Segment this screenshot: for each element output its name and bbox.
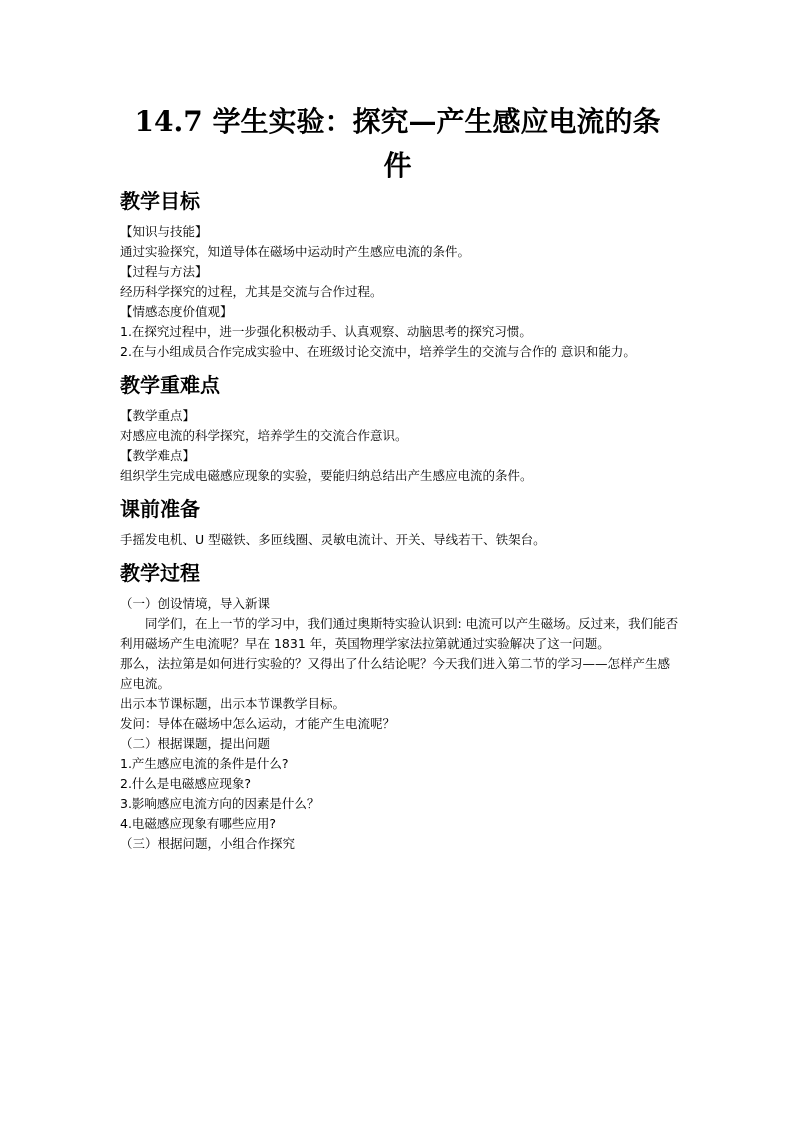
list-item: 1.产生感应电流的条件是什么? — [120, 756, 289, 771]
paragraph: 出示本节课标题，出示本节课教学目标。 — [120, 696, 346, 711]
list-item: 2.在与小组成员合作完成实验中、在班级讨论交流中，培养学生的交流与合作的 意识和能力。 — [120, 344, 636, 359]
subheading-method: 【过程与方法】 — [120, 264, 208, 279]
subheading-difficult: 【教学难点】 — [120, 448, 196, 463]
title-line-1: 14.7 学生实验：探究—产生感应电流的条 — [134, 105, 661, 138]
section-objectives — [120, 186, 680, 362]
list-item: 1.在探究过程中，进一步强化积极动手、认真观察、动脑思考的探究习惯。 — [120, 324, 532, 339]
paragraph: 对感应电流的科学探究，培养学生的交流合作意识。 — [120, 428, 408, 443]
step-heading: （二）根据课题，提出问题 — [120, 736, 271, 751]
title-line-2: 件 — [383, 149, 412, 182]
list-item: 2.什么是电磁感应现象? — [120, 776, 252, 791]
subheading-knowledge: 【知识与技能】 — [120, 224, 208, 239]
paragraph: 那么，法拉第是如何进行实验的？又得出了什么结论呢？今天我们进入第二节的学习——怎样产生感应电流。 — [120, 656, 671, 691]
subheading-attitude: 【情感态度价值观】 — [120, 304, 233, 319]
section-heading-preparation: 课前准备 — [120, 497, 200, 521]
section-preparation — [120, 494, 680, 550]
section-heading-objectives: 教学目标 — [120, 189, 200, 213]
step-heading: （三）根据问题，小组合作探究 — [120, 836, 296, 851]
list-item: 3.影响感应电流方向的因素是什么？ — [120, 796, 320, 811]
section-process — [120, 558, 680, 854]
paragraph: 发问：导体在磁场中怎么运动，才能产生电流呢？ — [120, 716, 396, 731]
paragraph: 经历科学探究的过程，尤其是交流与合作过程。 — [120, 284, 383, 299]
paragraph: 手摇发电机、U 型磁铁、多匝线圈、灵敏电流计、开关、导线若干、铁架台。 — [120, 532, 546, 547]
section-heading-process: 教学过程 — [120, 561, 200, 585]
section-heading-key-points: 教学重难点 — [120, 373, 220, 397]
paragraph: 通过实验探究，知道导体在磁场中运动时产生感应电流的条件。 — [120, 244, 471, 259]
document-body — [120, 186, 680, 854]
list-item: 4.电磁感应现象有哪些应用? — [120, 816, 277, 831]
subheading-key: 【教学重点】 — [120, 408, 196, 423]
step-heading: （一）创设情境，导入新课 — [120, 596, 271, 611]
section-key-points — [120, 370, 680, 486]
paragraph: 同学们，在上一节的学习中，我们通过奥斯特实验认识到: 电流可以产生磁场。反过来，我们能否利用磁场产生电流呢？早在 1831 年，英国物理学家法拉第就通过实验解决了这一问题。 — [120, 616, 679, 651]
paragraph: 组织学生完成电磁感应现象的实验，要能归纳总结出产生感应电流的条件。 — [120, 468, 533, 483]
page-title — [120, 100, 675, 188]
